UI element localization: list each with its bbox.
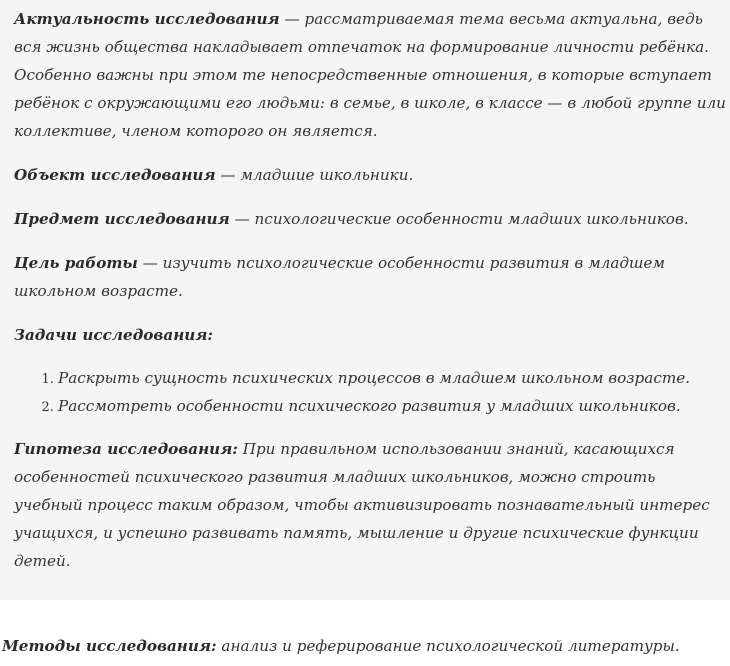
goal-label: Цель работы bbox=[14, 254, 138, 272]
tasks-list bbox=[14, 365, 728, 419]
tasks-label: Задачи исследования: bbox=[14, 326, 214, 344]
hypothesis-label: Гипотеза исследования: bbox=[14, 440, 238, 458]
relevance-label: Актуальность исследования bbox=[14, 10, 280, 28]
goal-text: — изучить психологические особенности развития в младшем школьном возрасте. bbox=[14, 254, 665, 300]
goal-paragraph bbox=[14, 249, 728, 305]
object-text: — младшие школьники. bbox=[215, 166, 414, 184]
list-item: 1. Раскрыть сущность психических процессов в младшем школьном возрасте. bbox=[58, 365, 728, 391]
relevance-paragraph bbox=[14, 5, 728, 145]
object-label: Объект исследования bbox=[14, 166, 216, 184]
document-content bbox=[14, 5, 728, 591]
methods-text: анализ и реферирование психологической литературы. bbox=[216, 637, 680, 655]
hypothesis-paragraph bbox=[14, 435, 728, 575]
relevance-text: — рассматриваемая тема весьма актуальна, ведь вся жизнь общества накладывает отпечаток на формирование личности ребёнка. Особенно важны при этом те непосредственные отношения, в которые вступает ребёнок с окружающими его людьми: в семье, в школе, в классе — в любой группе или коллективе, членом которого он является. bbox=[14, 10, 726, 140]
hypothesis-text: При правильном использовании знаний, касающихся особенностей психического развития младших школьников, можно строить учебный процесс таким образом, чтобы активизировать познавательный интерес учащихся, и успешно развивать память, мышление и другие психические функции детей. bbox=[14, 440, 710, 570]
subject-text: — психологические особенности младших школьников. bbox=[229, 210, 689, 228]
methods-label: Методы исследования: bbox=[2, 637, 217, 655]
subject-paragraph bbox=[14, 205, 728, 233]
object-paragraph bbox=[14, 161, 728, 189]
methods-paragraph bbox=[2, 632, 730, 660]
tasks-heading bbox=[14, 321, 728, 349]
list-item: 2. Рассмотреть особенности психического развития у младших школьников. bbox=[58, 393, 728, 419]
subject-label: Предмет исследования bbox=[14, 210, 230, 228]
